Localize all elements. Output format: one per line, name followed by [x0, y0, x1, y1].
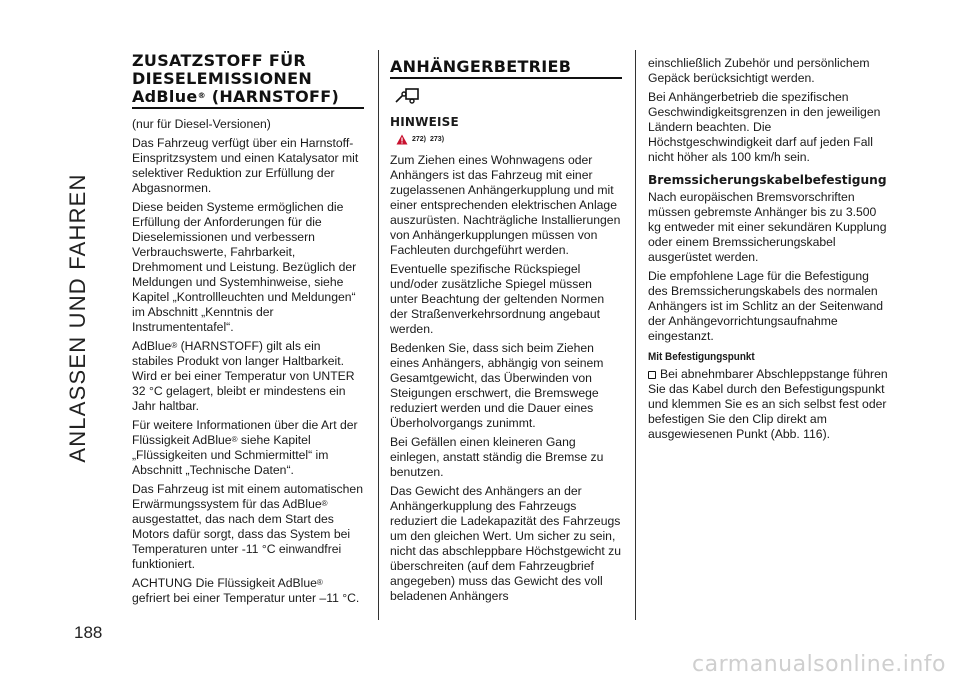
paragraph: Nach europäischen Bremsvorschriften müssen gebremste Anhänger bis zu 3.500 kg entweder mit einer sekundären Kupplung oder einem Bremssicherungskabel ausgerüstet werden.: [648, 190, 887, 264]
paragraph: Das Gewicht des Anhängers an der Anhängerkupplung des Fahrzeugs reduziert die Ladekapazität des Fahrzeugs um den gleichen Wert. Um sicher zu sein, nicht das abschleppbare Höchstgewicht zu überschreiten (auf dem Fahrzeugbrief angegeben) muss das Gewicht des voll beladenen Anhängers: [390, 484, 622, 603]
warning-references: [396, 132, 622, 147]
paragraph: Bei Gefällen einen kleineren Gang einlegen, anstatt ständig die Bremse zu benutzen.: [390, 435, 604, 479]
watermark-logo: carmanualsonline.info: [692, 652, 946, 677]
paragraph: Eventuelle spezifische Rückspiegel und/oder zusätzliche Spiegel müssen unter Beachtung der geltenden Normen der Straßenverkehrsordnung angebaut werden.: [390, 262, 605, 336]
column-brake-cable: [648, 56, 890, 446]
paragraph: Das Fahrzeug ist mit einem automatischen Erwärmungssystem für das AdBlue® ausgestattet, das nach dem Start des Motors dafür sorgt, dass das System bei Temperaturen unter -11 °C einwandfrei funktioniert.: [132, 482, 363, 571]
paragraph: Zum Ziehen eines Wohnwagens oder Anhängers ist das Fahrzeug mit einer zugelassenen Anhängerkupplung und mit einer entsprechenden elektrischen Anlage auszurüsten. Nachträgliche Installierungen von Anhängerkupplungen müssen von Fachleuten durchgeführt werden.: [390, 153, 621, 257]
paragraph: einschließlich Zubehör und persönlichem Gepäck berücksichtigt werden.: [648, 56, 870, 85]
warning-triangle-icon: [396, 134, 408, 145]
section-heading-trailer: ANHÄNGERBETRIEB: [390, 58, 622, 79]
bullet-square-icon: [648, 371, 656, 379]
paragraph: Diese beiden Systeme ermöglichen die Erfüllung der Anforderungen für die Dieselemissionen und verbessern Verbrauchswerte, Fahrbarkeit, Drehmoment und Leistung. Bezüglich der Meldungen und Systemhinweise, siehe Kapitel „Kontrollleuchten und Meldungen“ im Abschnitt „Kenntnis der Instrumententafel“.: [132, 200, 357, 334]
paragraph: Die empfohlene Lage für die Befestigung des Bremssicherungskabels des normalen Anhängers ist im Schlitz an der Seitenwand der Anhängevorrichtungsaufnahme eingestanzt.: [648, 269, 884, 343]
section-heading-adblue: ZUSATZSTOFF FÜR DIESELEMISSIONEN AdBlue® (HARNSTOFF): [132, 52, 364, 109]
paragraph: Bedenken Sie, dass sich beim Ziehen eines Anhängers, abhängig von seinem Gesamtgewicht, das Überwinden von Steigungen erschwert, die Bremswege reduziert werden und die Dauer eines Überholvorgangs zunimmt.: [390, 341, 604, 430]
ref-273: 273): [430, 136, 445, 143]
paragraph: (nur für Diesel-Versionen): [132, 117, 271, 131]
paragraph: Bei Anhängerbetrieb die spezifischen Geschwindigkeitsgrenzen in den jeweiligen Ländern beachten. Die Höchstgeschwindigkeit darf auf jeden Fall nicht höher als 100 km/h sein.: [648, 90, 881, 164]
trailer-hitch-icon: [394, 87, 622, 109]
subheading-attachment-point: Mit Befestigungspunkt: [648, 351, 755, 363]
paragraph: ACHTUNG Die Flüssigkeit AdBlue® gefriert bei einer Temperatur unter –11 °C.: [132, 576, 360, 605]
paragraph: Für weitere Informationen über die Art der Flüssigkeit AdBlue® siehe Kapitel „Flüssigkeiten und Schmiermittel“ im Abschnitt „Technische Daten“.: [132, 418, 358, 477]
column-adblue: [132, 52, 364, 610]
ref-272: 272): [412, 136, 427, 143]
column-divider-2: [635, 50, 636, 620]
paragraph: Das Fahrzeug verfügt über ein Harnstoff-Einspritzsystem und einen Katalysator mit selektiver Reduktion zur Erfüllung der Abgasnormen.: [132, 136, 359, 195]
subsection-heading-brake-cable: Bremssicherungskabelbefestigung: [648, 173, 887, 187]
page-number: 188: [74, 623, 103, 642]
paragraph: AdBlue® (HARNSTOFF) gilt als ein stabiles Produkt von langer Haltbarkeit. Wird er bei einer Temperatur von UNTER 32 °C gelagert, bleibt er mindestens ein Jahr haltbar.: [132, 339, 355, 413]
notes-heading: HINWEISE: [390, 115, 459, 129]
paragraph: Bei abnehmbarer Abschleppstange führen Sie das Kabel durch den Befestigungspunkt und klemmen Sie es an sich selbst fest oder befestigen Sie den Clip direkt am ausgewiesenen Punkt (Abb. 116).: [648, 367, 888, 441]
column-trailer: [390, 52, 622, 608]
column-divider-1: [378, 50, 379, 620]
